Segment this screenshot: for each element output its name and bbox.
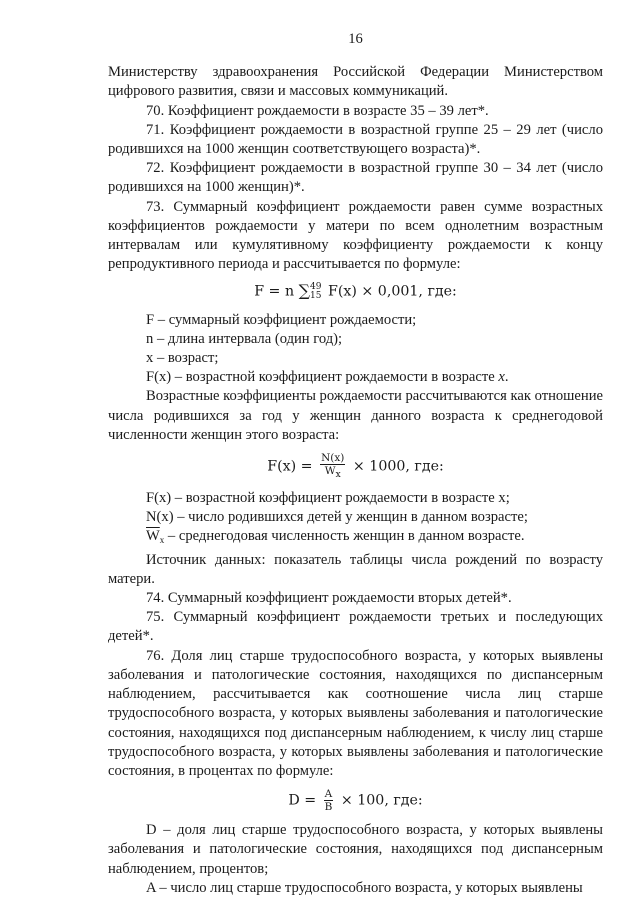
denominator-subscript: x (335, 470, 341, 481)
fraction3-denominator: B (324, 801, 333, 814)
paragraph-76: 76. Доля лиц старше трудоспособного возраста, у которых выявлены заболевания и патологические состояния, находящихся по диспансерным наблюдением, рассчитывается как соотношение числа лиц старше трудоспособного возраста, у которых выявлены заболевания и патологические состояния, находящихся под диспансерным наблюдением, к числу лиц старше трудоспособного возраста, у которых выявлены заболевания и патологические состояния, в процентах по формуле: (108, 647, 603, 779)
paragraph-data-source: Источник данных: показатель таблицы числа рождений по возрасту матери. (108, 551, 603, 587)
paragraph-continuation: Министерству здравоохранения Российской Федерации Министерством цифрового развития, связи и массовых коммуникаций. (108, 64, 603, 100)
fraction-denominator (320, 465, 345, 481)
formula-age-fertility (108, 452, 603, 481)
definition-Fx-end: . (504, 369, 509, 386)
definition-n: n – длина интервала (один год); (146, 330, 343, 347)
definition-Fx (108, 368, 603, 387)
sum-operator (299, 281, 310, 302)
definition-Fx-text: F(x) – возрастной коэффициент рождаемости в возрасте (146, 369, 499, 386)
denominator-base: $\overline{W}$ (324, 465, 336, 478)
fraction-A-over-B (324, 788, 334, 813)
definition2-Fx: F(x) – возрастной коэффициент рождаемости в возрасте x; (146, 490, 510, 507)
sum-lower-limit: 15 (310, 291, 322, 302)
formula2-rhs: × 1000, где: (352, 458, 444, 475)
paragraph-age-coefficients: Возрастные коэффициенты рождаемости рассчитываются как отношение числа родившихся за год у женщин данного возраста к среднегодовой численности женщин этого возраста: (108, 388, 603, 443)
definition-A: A – число лиц старше трудоспособного возраста, у которых выявлены (146, 879, 583, 896)
formula3-lhs: D = (288, 792, 317, 809)
sum-limits (310, 283, 321, 301)
formula2-lhs: F(x) = (267, 458, 313, 475)
definition-Fx-var: x (498, 369, 505, 386)
definition-D: D – доля лиц старше трудоспособного возраста, у которых выявлены заболевания и патологические состояния, находящихся под диспансерным наблюдением, процентов; (108, 822, 603, 877)
formula-lhs: F = n (254, 284, 295, 301)
paragraph-75: 75. Суммарный коэффициент рождаемости третьих и последующих детей*. (108, 609, 603, 645)
paragraph-71: 71. Коэффициент рождаемости в возрастной группе 25 – 29 лет (число родившихся на 1000 женщин соответствующего возраста)*. (108, 121, 603, 158)
paragraph-70: 70. Коэффициент рождаемости в возрасте 35 – 39 лет*. (146, 102, 489, 119)
sigma-symbol: ∑ (298, 281, 311, 301)
paragraph-74: 74. Суммарный коэффициент рождаемости вторых детей*. (146, 590, 512, 607)
fraction-N-over-W (320, 452, 345, 481)
paragraph-72: 72. Коэффициент рождаемости в возрастной группе 30 – 34 лет (число родившихся на 1000 женщин)*. (108, 160, 603, 196)
sum-upper-limit: 49 (310, 282, 322, 293)
definition2-Wx (108, 527, 603, 550)
definition-F: F – суммарный коэффициент рождаемости; (146, 311, 417, 328)
definition2-Wx-text: – среднегодовая численность женщин в данном возрасте. (164, 528, 525, 545)
formula3-rhs: × 100, где: (340, 792, 423, 809)
formula-share-D (108, 788, 603, 813)
fraction3-numerator: A (324, 788, 333, 801)
definition2-Wx-base: $\overline{W}$ (146, 528, 160, 545)
formula-rhs: F(x) × 0,001, где: (327, 284, 457, 301)
definition-x: x – возраст; (146, 350, 219, 367)
fraction-numerator: N(x) (321, 452, 345, 465)
paragraph-73: 73. Суммарный коэффициент рождаемости равен сумме возрастных коэффициентов рождаемости у матери по всем однолетним возрастным интервалам или кумулятивному коэффициенту рождаемости к концу репродуктивного периода и рассчитывается по формуле: (108, 198, 603, 273)
definition2-Wx-sub: x (159, 535, 165, 546)
formula-total-fertility (108, 281, 603, 302)
document-page (108, 30, 603, 898)
definition2-Nx: N(x) – число родившихся детей у женщин в данном возрасте; (146, 509, 528, 526)
page-number: 16 (348, 31, 363, 47)
